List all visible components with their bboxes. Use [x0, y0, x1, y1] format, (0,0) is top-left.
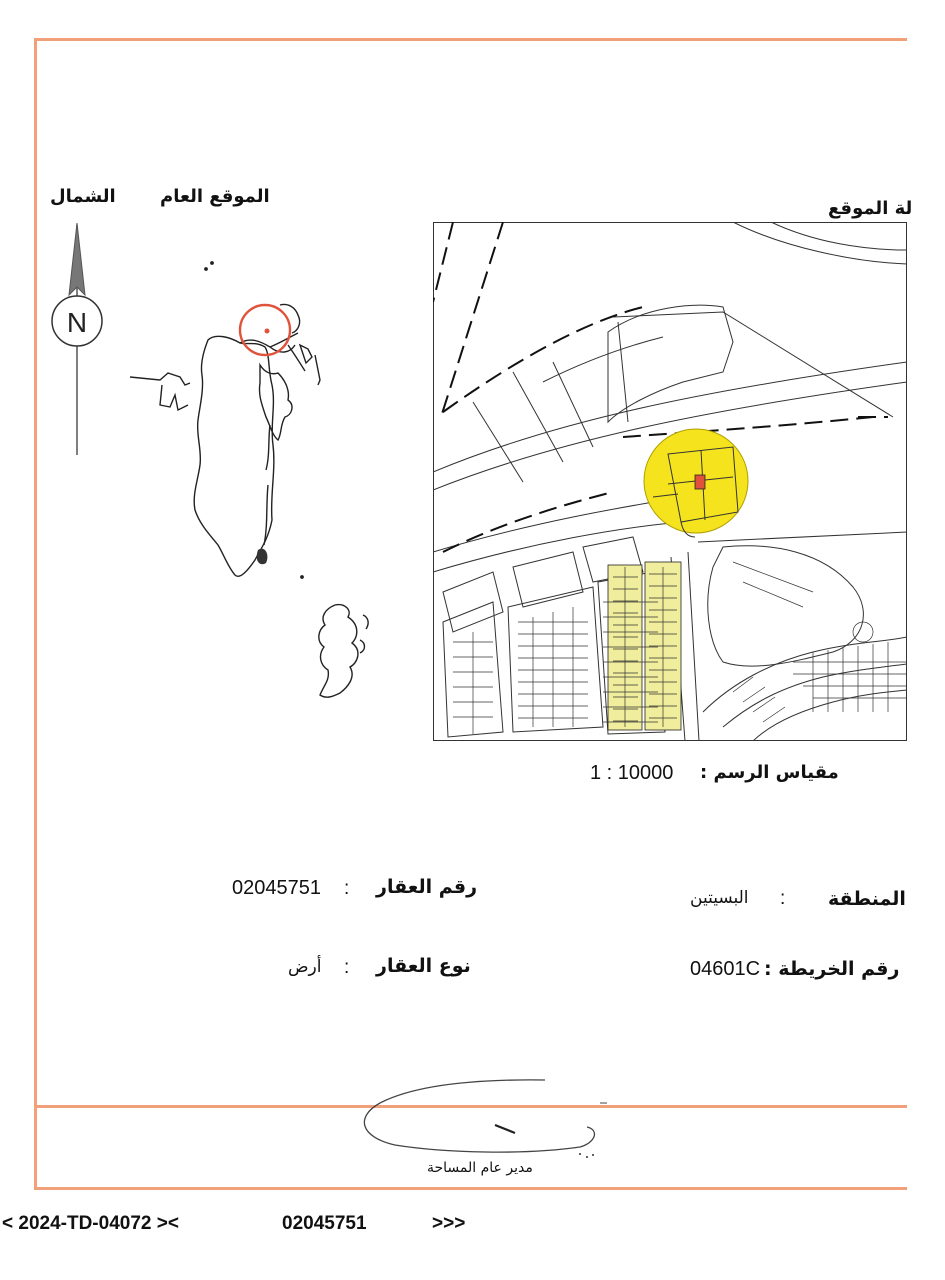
property-type-label: نوع العقار [376, 955, 471, 977]
property-number-label: رقم العقار [376, 876, 478, 898]
north-arrow-icon [44, 215, 110, 460]
map-number-label: رقم الخريطة : [764, 958, 900, 980]
property-number-value: 02045751 [232, 877, 321, 899]
top-border-line [37, 38, 907, 41]
signature-title: مدير عام المساحة [427, 1160, 533, 1176]
reference-code: < 2024-TD-04072 >< [2, 1213, 179, 1234]
site-map-title: لة الموقع [828, 198, 913, 219]
property-number-separator: : [344, 878, 350, 899]
general-location-map [120, 245, 380, 705]
signature [355, 1075, 615, 1165]
north-letter: N [66, 307, 88, 338]
area-separator: : [780, 888, 786, 909]
left-border-line [34, 38, 37, 1188]
map-number-value: 04601C [690, 958, 761, 980]
area-value: البسيتين [690, 888, 749, 908]
footer-arrows: >>> [432, 1213, 466, 1234]
scale-value: 1 : 10000 [590, 762, 674, 784]
site-plan-map [433, 222, 907, 741]
hawar-islands-outline [319, 605, 358, 698]
subject-plot [695, 475, 705, 489]
main-island-outline [194, 336, 274, 576]
footer-property-number: 02045751 [282, 1213, 367, 1234]
general-location-label: الموقع العام [160, 186, 270, 207]
locator-dot [265, 329, 270, 334]
scale-label: مقياس الرسم : [700, 762, 839, 783]
property-type-separator: : [344, 957, 350, 978]
bottom-border-line [34, 1187, 907, 1190]
area-label: المنطقة [828, 888, 906, 910]
property-type-value: أرض [288, 957, 322, 977]
north-label: الشمال [50, 186, 116, 207]
